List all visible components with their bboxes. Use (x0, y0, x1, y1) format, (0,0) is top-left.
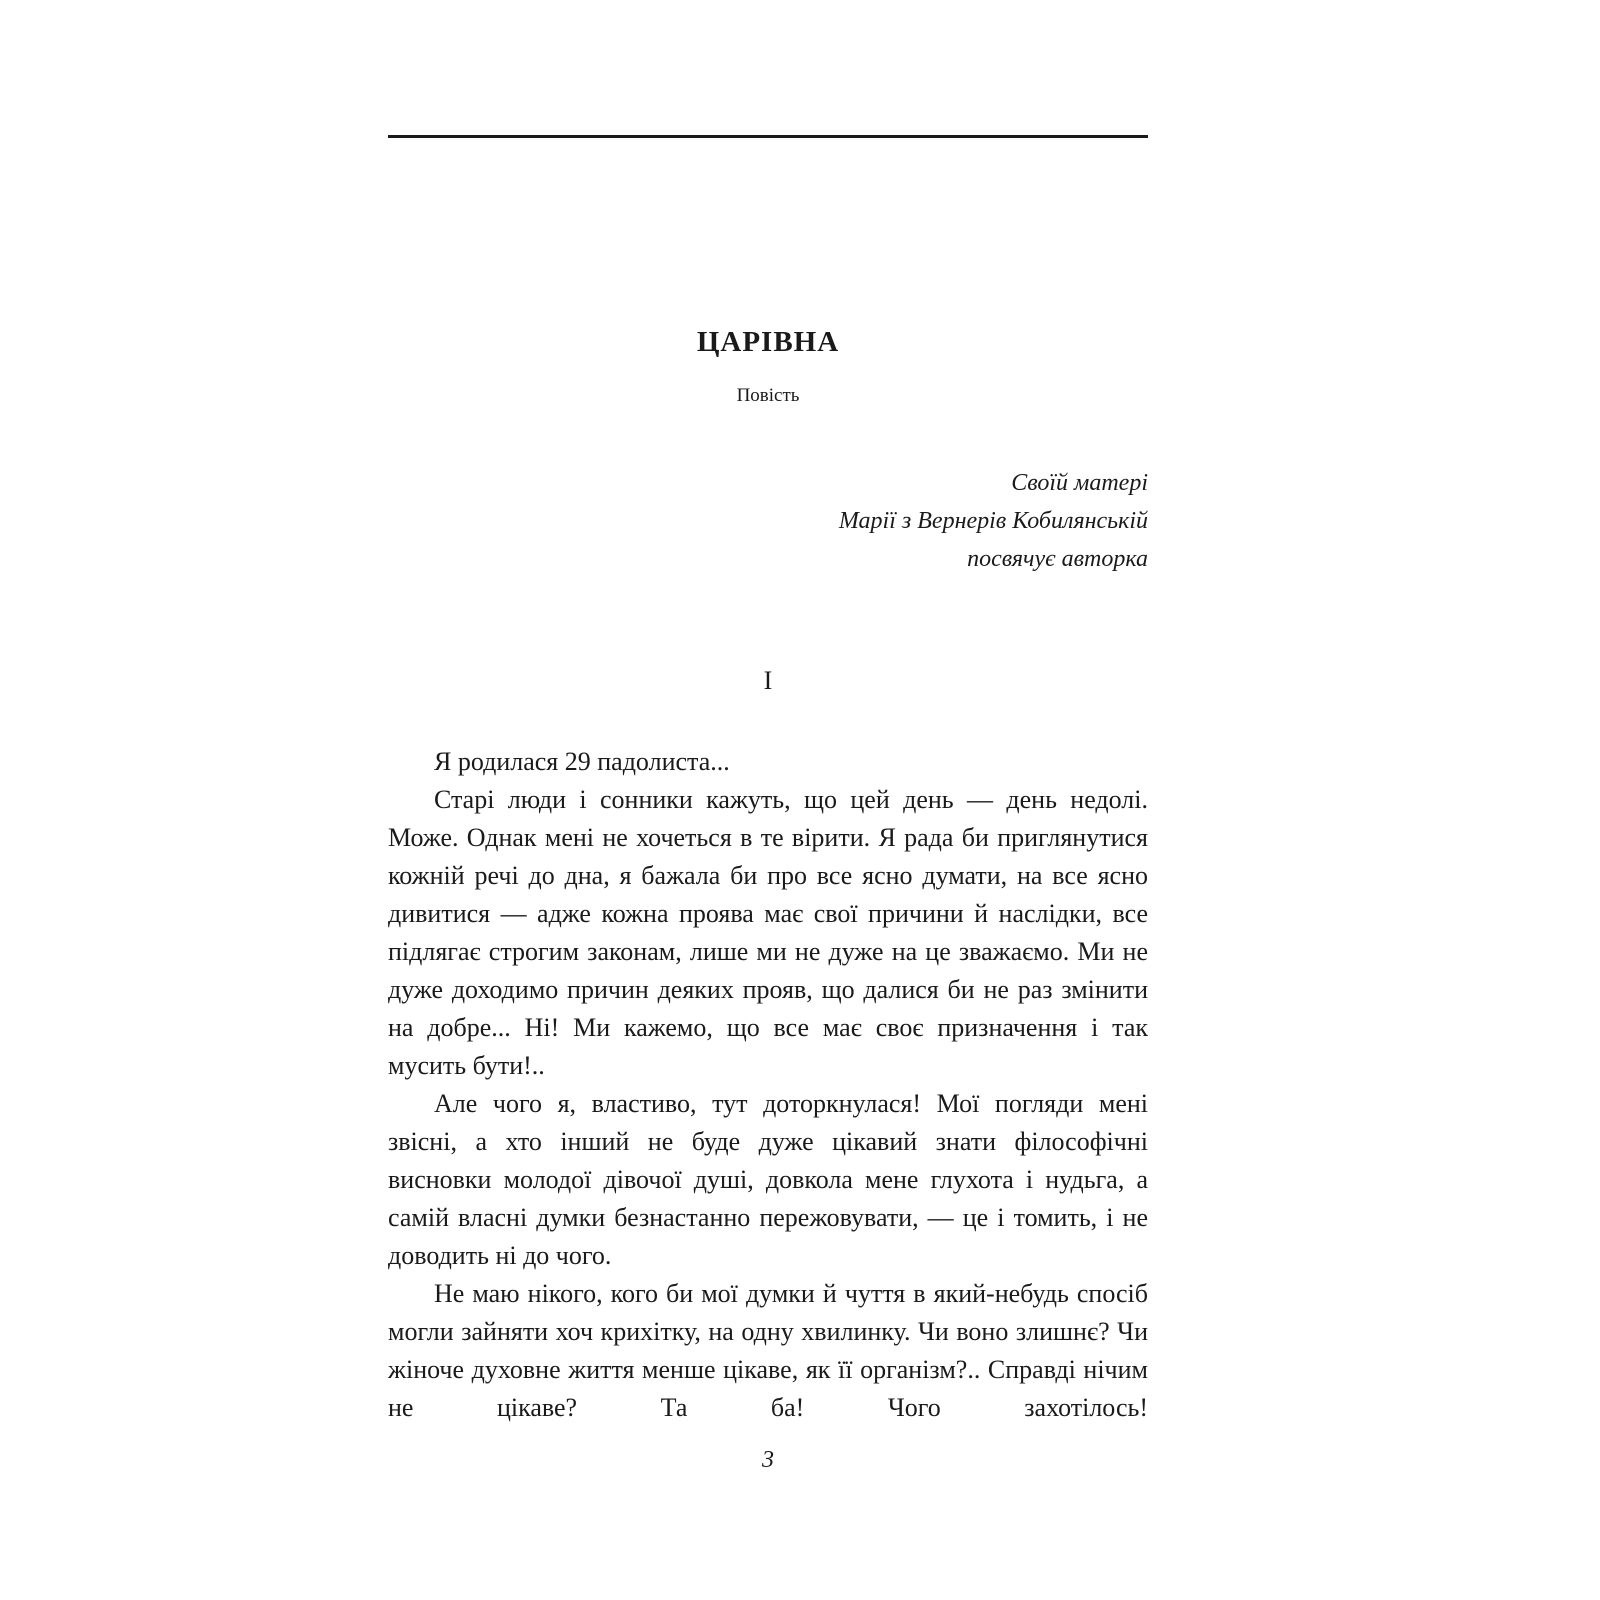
dedication (388, 464, 1148, 578)
work-title: ЦАРІВНА (696, 326, 840, 358)
work-subtitle: Повість (736, 385, 800, 406)
body-text (388, 743, 1148, 1427)
paragraph: Старі люди і сонники кажуть, що цей день — день недолі. Може. Однак мені не хочеться в те вірити. Я рада би приглянутися кожній речі до дна, я бажала би про все ясно думати, на все ясно дивитися — адже кожна проява має свої причини й наслідки, все підлягає строгим законам, лише ми не дуже на це зважаємо. Ми не дуже доходимо причин деяких прояв, що далися би не раз змінити на добре... Ні! Ми кажемо, що все має своє призначення і так мусить бути!.. (388, 785, 1148, 1080)
dedication-line: посвячує авторка (967, 546, 1148, 572)
page-number: 3 (762, 1447, 774, 1473)
dedication-line: Марії з Вернерів Кобилянській (838, 508, 1148, 534)
chapter-number: I (763, 666, 773, 695)
paragraph: Але чого я, властиво, тут доторкнулася! Мої погляди мені звісні, а хто інший не буде дуже цікавий знати філософічні висновки молодої дівочої душі, довкола мене глухота і нудьга, а самій власні думки безнастанно пережовувати, — це і томить, і не доводить ні до чого. (388, 1089, 1148, 1270)
book-page (388, 0, 1148, 1600)
paragraph: Я родилася 29 падолиста... (434, 747, 730, 776)
top-rule (388, 135, 1148, 138)
dedication-line: Своїй матері (1011, 470, 1148, 496)
paragraph: Не маю нікого, кого би мої думки й чуття в який-небудь спосіб могли зайняти хоч крихітку, на одну хвилинку. Чи воно злишнє? Чи жіноче духовне життя менше цікаве, як її організм?.. Справді нічим не цікаве? Та ба! Чого захотілось! (388, 1279, 1148, 1422)
